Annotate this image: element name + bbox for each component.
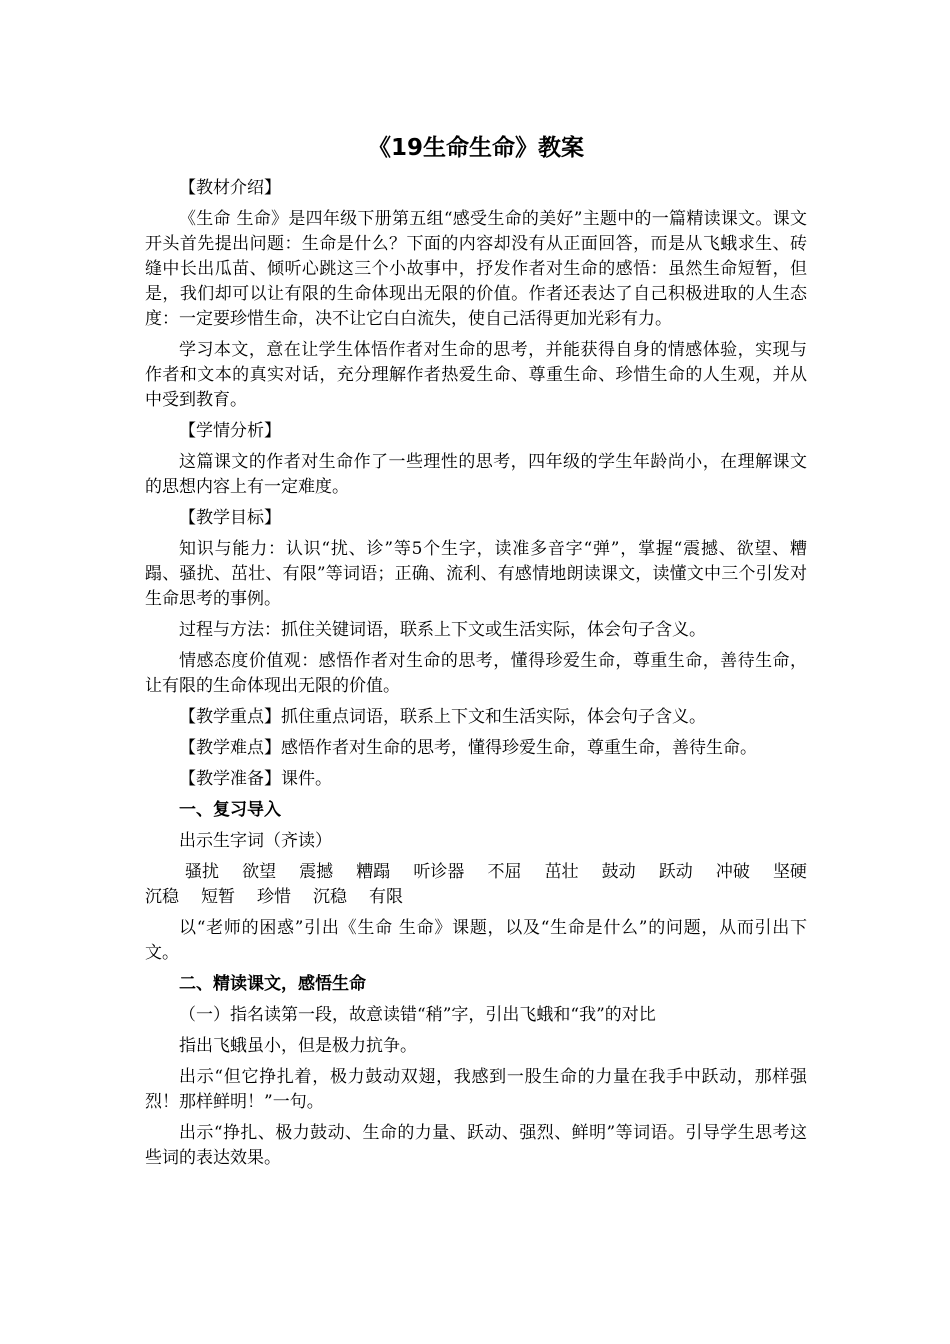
vocab-word: 骚扰 [185,862,219,882]
difficulty: 【教学难点】感悟作者对生命的思考，懂得珍爱生命，尊重生命，善待生命。 [179,738,757,758]
preparation: 【教学准备】课件。 [179,769,332,789]
vocab-word: 震撼 [299,862,334,882]
intro-heading: 【教材介绍】 [179,178,281,198]
part2-paragraph-1: 指出飞蛾虽小，但是极力抗争。 [179,1036,417,1056]
vocab-word: 珍惜 [257,887,291,907]
part2-paragraph-3: 出示“挣扎、极力鼓动、生命的力量、跃动、强烈、鲜明”等词语。引导学生思考这些词的表达效果。 [145,1123,807,1168]
vocab-word: 跃动 [658,862,693,882]
analysis-paragraph: 这篇课文的作者对生命作了一些理性的思考，四年级的学生年龄尚小，在理解课文的思想内容上有一定难度。 [145,452,807,497]
goal-process: 过程与方法：抓住关键词语，联系上下文或生活实际，体会句子含义。 [179,620,706,640]
vocab-word: 沉稳 [145,887,179,907]
vocab-word: 冲破 [715,862,750,882]
vocab-word: 听诊器 [413,862,465,882]
page-title: 《19生命生命》教案 [367,135,584,161]
part2-paragraph-2: 出示“但它挣扎着，极力鼓动双翅，我感到一股生命的力量在我手中跃动，那样强烈！那样鲜明！”一句。 [145,1067,807,1112]
vocab-word: 坚硬 [772,862,807,882]
goal-knowledge: 知识与能力：认识“扰、诊”等5个生字，读准多音字“弹”，掌握“震撼、欲望、糟蹋、骚扰、茁壮、有限”等词语；正确、流利、有感情地朗读课文，读懂文中三个引发对生命思考的事例。 [145,539,807,609]
vocab-word: 茁壮 [544,862,579,882]
vocab-word: 糟蹋 [356,862,391,882]
intro-paragraph-2: 学习本文，意在让学生体悟作者对生命的思考，并能获得自身的情感体验，实现与作者和文本的真实对话，充分理解作者热爱生命、尊重生命、珍惜生命的人生观，并从中受到教育。 [145,340,807,410]
vocab-word: 不屈 [487,862,522,882]
document-page [145,130,807,1177]
part2-heading: 二、精读课文，感悟生命 [179,974,366,994]
vocab-word: 鼓动 [601,862,636,882]
goal-emotion: 情感态度价值观：感悟作者对生命的思考，懂得珍爱生命，尊重生命，善待生命，让有限的生命体现出无限的价值。 [145,651,807,696]
analysis-heading: 【学情分析】 [179,421,281,441]
vocab-word: 有限 [369,887,403,907]
vocab-word: 欲望 [242,862,277,882]
part2-subheading-1: （一）指名读第一段，故意读错“稍”字，引出飞蛾和“我”的对比 [179,1005,656,1025]
vocab-row-1 [145,860,807,885]
vocab-word: 沉稳 [313,887,347,907]
part1-heading: 一、复习导入 [179,800,281,820]
vocab-row-2 [145,885,807,910]
goals-heading: 【教学目标】 [179,508,281,528]
vocab-word: 短暂 [201,887,235,907]
part1-paragraph-1: 出示生字词（齐读） [179,831,332,851]
vocab-list [145,860,807,910]
key-point: 【教学重点】抓住重点词语，联系上下文和生活实际，体会句子含义。 [179,707,706,727]
intro-paragraph-1: 《生命 生命》是四年级下册第五组“感受生命的美好”主题中的一篇精读课文。课文开头首先提出问题：生命是什么？下面的内容却没有从正面回答，而是从飞蛾求生、砖缝中长出瓜苗、倾听心跳这三个小故事中，抒发作者对生命的感悟：虽然生命短暂，但是，我们却可以让有限的生命体现出无限的价值。作者还表达了自己积极进取的人生态度：一定要珍惜生命，决不让它白白流失，使自己活得更加光彩有力。 [145,209,807,329]
part1-paragraph-2: 以“老师的困惑”引出《生命 生命》课题，以及“生命是什么”的问题，从而引出下文。 [145,918,807,963]
